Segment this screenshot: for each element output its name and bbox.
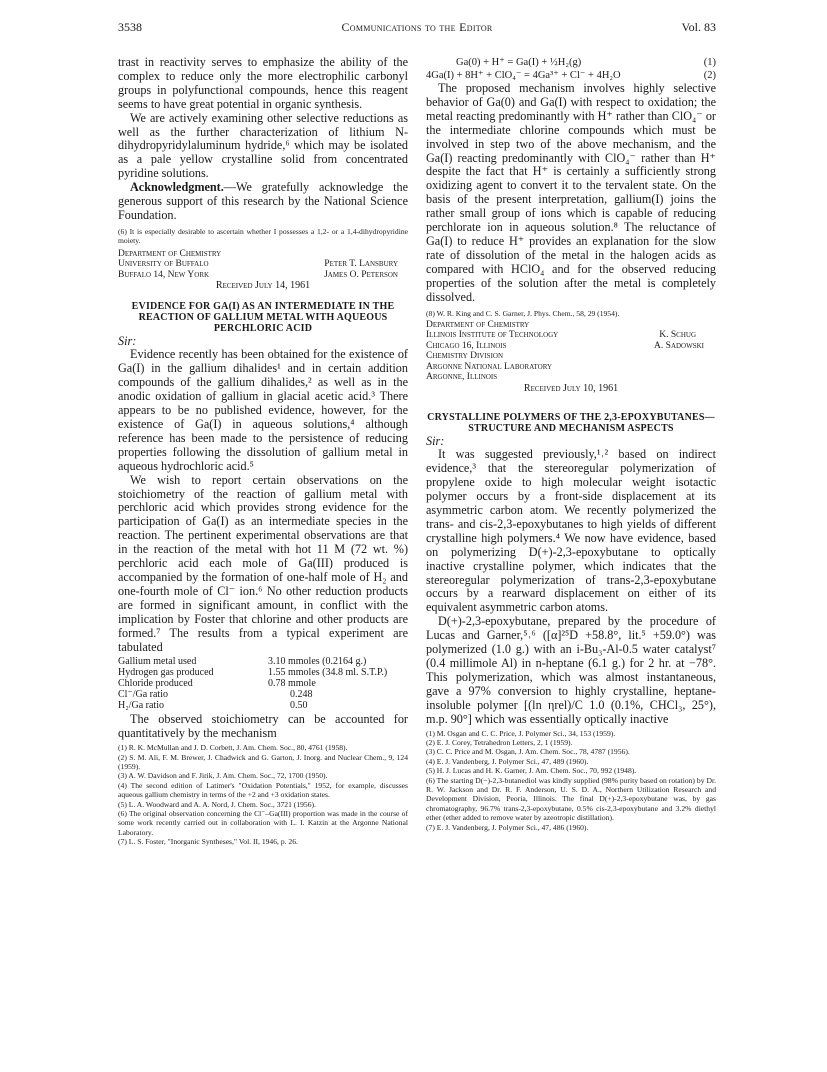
paragraph-mechanism: The proposed mechanism involves highly selective behavior of Ga(0) and Ga(I) with respect to oxidation; the metal reacting predominantly with H⁺ rather than ClO₄⁻ or the intermediate chlorine compounds which must be involved in step two of the above mechanism, and the Ga(I) reacting predominantly with ClO₄⁻ rather than H⁺ despite the fact that H⁺ is certainly a sufficiently strong oxidizing agent to convert it to the tervalent state. On the basis of the present interpretation, gallium(I) joins the rather small group of ions which is capable of reducing perchlorate ion in aqueous solution.⁸ The reluctance of Ga(I) to reduce H⁺ provides an explanation for the slow rate of dissolution of the metal in the halogen acids as compared with HClO₄ and for the observed reducing properties of the solution after the metal is completely dissolved. [426, 81, 716, 304]
affiliation-line: Department of Chemistry [118, 248, 222, 259]
footnote: (6) The starting D(−)-2,3-butanediol was kindly supplied (98% purity based on rotation) by Dr. R. W. Jackson and Dr. R. F. Anderson, U. S. D. A., Northern Utilization Research and Development Division, Peoria, Illinois. The final D(+)-2,3-epoxybutane was, by gas chromatography, 96.7% trans-2,3-epoxybutane, 0.5% cis-2,3-epoxybutane and 3.2% diethyl ether (ether added to remove water by azeotropic distillation). [426, 775, 716, 823]
footnote: (7) L. S. Foster, "Inorganic Syntheses," Vol. II, 1946, p. 26. [118, 837, 298, 847]
author-name: James O. Peterson [324, 269, 398, 280]
author-name: K. Schug [659, 330, 696, 341]
affiliation-line: University of Buffalo Peter T. Lansbury [118, 259, 398, 270]
results-table [118, 656, 408, 711]
equation-1: Ga(0) + H⁺ = Ga(I) + ½H₂(g) (1) [456, 57, 716, 68]
footnote: (4) E. J. Vandenberg, J. Polymer Sci., 47, 489 (1960). [426, 756, 589, 766]
paragraph-dplus: D(+)-2,3-epoxybutane, prepared by the procedure of Lucas and Garner,⁵˒⁶ ([α]²⁵D +58.8°, lit.⁵ +59.0°) was polymerized (1.0 g.) with an i-Bu₃-Al-0.5 water catalyst⁷ (0.4 millimole Al) in n-heptane (6.1 g.) for 2 hr. at −78°. This polymerization, which was almost instantaneous, gave a 97% conversion to highly crystalline, heptane-insoluble polymer [(ln ηrel)/C 1.0 (0.1%, CHCl₃, 25°), m.p. 90°] which was essentially optically inactive [426, 614, 716, 726]
footnote-8: (8) W. R. King and C. S. Garner, J. Phys. Chem., 58, 29 (1954). [426, 308, 620, 318]
left-column [118, 56, 408, 847]
salutation: Sir: [118, 333, 137, 348]
affiliation-line: Buffalo 14, New York James O. Peterson [118, 269, 398, 280]
table-key: H₂/Ga ratio [118, 700, 164, 712]
volume-number: Vol. 83 [681, 20, 716, 34]
paragraph-stoichiometry: The observed stoichiometry can be accounted for quantitatively by the mechanism [118, 712, 408, 741]
paragraph-intro: trast in reactivity serves to emphasize the ability of the complex to reduce only the more electrophilic carbonyl groups in polyfunctional compounds, hence this reagent seems to have great potential in organic synthesis. [118, 55, 408, 111]
table-key: Cl⁻/Ga ratio [118, 689, 168, 701]
footnote-6: (6) It is especially desirable to ascertain whether I possesses a 1,2- or a 1,4-dihydropyridine moiety. [118, 226, 408, 246]
acknowledgment [118, 181, 408, 223]
table-row [118, 700, 408, 711]
footnotes-left [118, 743, 408, 846]
author-name: Peter T. Lansbury [324, 259, 398, 270]
right-column [426, 56, 716, 832]
footnote: (3) C. C. Price and M. Osgan, J. Am. Chem. Soc., 78, 4787 (1956). [426, 747, 630, 757]
acknowledgment-body: —We gratefully acknowledge the generous support of this research by the National Science Foundation. [118, 180, 408, 222]
footnote: (2) E. J. Corey, Tetrahedron Letters, 2, 1 (1959). [426, 737, 573, 747]
footnote: (6) The original observation concerning the Cl⁻–Ga(III) proportion was made in the course of some work recently carried out in collaboration with L. I. Katzin at the Argonne National Laboratory. [118, 809, 408, 837]
affiliation-line: Argonne National Laboratory [426, 361, 553, 372]
footnote: (5) L. A. Woodward and A. A. Nord, J. Chem. Soc., 3721 (1956). [118, 799, 316, 809]
affiliation-line: Argonne, Illinois [426, 372, 498, 383]
article-title: CRYSTALLINE POLYMERS OF THE 2,3-EPOXYBUTANES—STRUCTURE AND MECHANISM ASPECTS [427, 411, 715, 434]
footnote: (5) H. J. Lucas and H. K. Garner, J. Am. Chem. Soc., 70, 992 (1948). [426, 766, 637, 776]
running-title: Communications to the Editor [341, 20, 493, 34]
salutation: Sir: [426, 433, 445, 448]
author-name: A. Sadowski [654, 340, 704, 351]
footnote: (4) The second edition of Latimer's "Oxidation Potentials," 1952, for example, discusses aqueous gallium chemistry in terms of the +2 and +3 oxidation states. [118, 780, 408, 800]
paragraph-suggested: It was suggested previously,¹˒² based on indirect evidence,³ that the stereoregular polymerization of propylene oxide to high molecular weight isotactic polymer occurs by a front-side displacement at its asymmetric carbon atom. We recently polymerized the trans- and cis-2,3-epoxybutanes to high yields of different crystalline high polymers.⁴ We now have evidence, based on polymerizing D(+)-2,3-epoxybutane to optically inactive crystalline polymer, which indicates that the stereoregular polymerization of trans-2,3-epoxybutane occurs by a rearward displacement on either of its equivalent asymmetric carbon atoms. [426, 447, 716, 615]
received-date: Received July 10, 1961 [523, 382, 619, 394]
footnote: (3) A. W. Davidson and F. Jirik, J. Am. Chem. Soc., 72, 1700 (1950). [118, 771, 328, 781]
table-row [118, 678, 408, 689]
paragraph-examining: We are actively examining other selective reductions as well as the further characterization of lithium N-dihydropyridylaluminum hydride,⁶ which may be isolated as a pale yellow crystalline solid from concentrated pyridine solutions. [118, 110, 408, 181]
table-value: 0.50 [290, 700, 308, 712]
table-value: 3.10 mmoles (0.2164 g.) [268, 656, 367, 668]
received-date: Received July 14, 1961 [215, 280, 311, 292]
affiliation-block-2 [426, 320, 716, 395]
affiliation-line: Chicago 16, Illinois A. Sadowski [426, 340, 704, 351]
footnote: (1) M. Osgan and C. C. Price, J. Polymer Sci., 34, 153 (1959). [426, 728, 616, 738]
affiliation-line: Department of Chemistry [426, 319, 530, 330]
acknowledgment-heading: Acknowledgment. [130, 180, 224, 195]
article-title: EVIDENCE FOR GA(I) AS AN INTERMEDIATE IN THE REACTION OF GALLIUM METAL WITH AQUEOUS PERCHLORIC ACID [131, 301, 395, 334]
footnotes-right [426, 729, 716, 832]
equations [426, 56, 716, 82]
paragraph-evidence: Evidence recently has been obtained for the existence of Ga(I) in the gallium dihalides¹ and in certain addition compounds of the gallium dihalides,² as well as in the anodic oxidation of gallium in glacial acetic acid.³ There appears to be no published evidence, however, for the existence of Ga(I) in aqueous solutions,⁴ although reference has been made to the persistence of reducing properties following the dissolution of gallium metal in aqueous hydrochloric acid.⁵ [118, 347, 408, 473]
table-value: 0.78 mmole [268, 678, 316, 690]
table-row [118, 689, 408, 700]
table-key: Gallium metal used [118, 656, 197, 668]
paragraph-report: We wish to report certain observations on the stoichiometry of the reaction of gallium metal with perchloric acid which provides strong evidence for the participation of Ga(I) as an intermediate species in the reaction. The pertinent experimental observations are that in the reaction of the metal with hot 11 M (72 wt. %) perchloric acid each mole of Ga(III) produced is accompanied by the formation of one-half mole of H₂ and one-fourth mole of Cl⁻ ion.⁶ No other reduction products are formed in significant amount, in conflict with the implication by Foster that chlorine and other products are formed.⁷ The results from a typical experiment are tabulated [118, 472, 408, 654]
affiliation-line: Chemistry Division [426, 351, 504, 362]
table-row [118, 667, 408, 678]
table-row [118, 656, 408, 667]
footnote: (7) E. J. Vandenberg, J. Polymer Sci., 47, 486 (1960). [426, 822, 589, 832]
table-key: Chloride produced [118, 678, 193, 690]
table-key: Hydrogen gas produced [118, 667, 214, 679]
affiliation-block-1 [118, 249, 408, 293]
affiliation-line: Illinois Institute of Technology K. Schug [426, 330, 696, 341]
table-value: 1.55 mmoles (34.8 ml. S.T.P.) [268, 667, 388, 679]
page-number: 3538 [118, 20, 142, 34]
footnote: (1) R. K. McMullan and J. D. Corbett, J. Am. Chem. Soc., 80, 4761 (1958). [118, 743, 348, 753]
page-header [118, 20, 716, 36]
equation-2: 4Ga(I) + 8H⁺ + ClO₄⁻ = 4Ga³⁺ + Cl⁻ + 4H₂O (2) [426, 70, 716, 81]
table-value: 0.248 [290, 689, 313, 701]
footnote: (2) S. M. Ali, F. M. Brewer, J. Chadwick and G. Garton, J. Inorg. and Nuclear Chem., 9, 124 (1959). [118, 752, 408, 772]
